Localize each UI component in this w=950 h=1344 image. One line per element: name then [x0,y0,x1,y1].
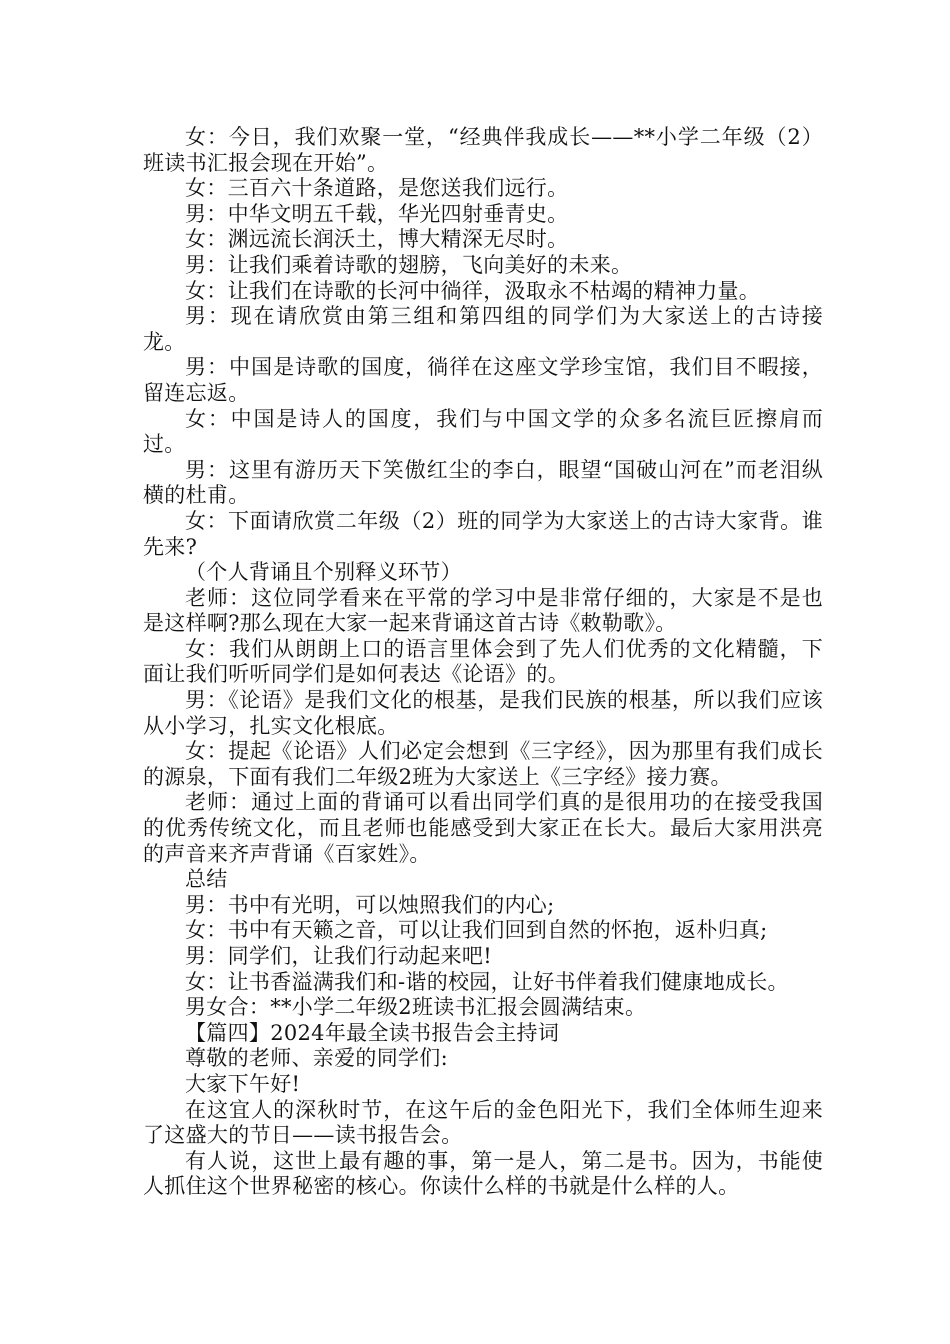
paragraph: 女：中国是诗人的国度，我们与中国文学的众多名流巨匠擦肩而过。 [143,406,823,457]
paragraph: （个人背诵且个别释义环节） [185,560,462,585]
paragraph: 女：渊远流长润沃土，博大精深无尽时。 [185,227,569,252]
paragraph: 男：让我们乘着诗歌的翅膀，飞向美好的未来。 [185,252,633,277]
paragraph: 女：书中有天籁之音，可以让我们回到自然的怀抱，返朴归真; [185,918,768,943]
paragraph: 尊敬的老师、亲爱的同学们: [185,1046,448,1071]
paragraph: 女：三百六十条道路，是您送我们远行。 [185,176,569,201]
paragraph: 男：现在请欣赏由第三组和第四组的同学们为大家送上的古诗接龙。 [143,304,823,354]
paragraph: 女：下面请欣赏二年级（2）班的同学为大家送上的古诗大家背。谁先来? [143,508,823,559]
paragraph: 男：书中有光明，可以烛照我们的内心; [185,892,555,917]
paragraph: 男：这里有游历天下笑傲红尘的李白，眼望“国破山河在”而老泪纵横的杜甫。 [143,457,823,508]
paragraph: 女：让书香溢满我们和-谐的校园，让好书伴着我们健康地成长。 [185,969,789,994]
paragraph: 女：今日，我们欢聚一堂，“经典伴我成长——**小学二年级（2）班读书汇报会现在开始”。 [143,125,823,175]
paragraph: 在这宜人的深秋时节，在这午后的金色阳光下，我们全体师生迎来了这盛大的节日——读书报告会。 [143,1097,823,1148]
paragraph: 男女合：**小学二年级2班读书汇报会圆满结束。 [185,995,647,1020]
paragraph: 女：提起《论语》人们必定会想到《三字经》，因为那里有我们成长的源泉，下面有我们二年级2班为大家送上《三字经》接力赛。 [143,739,823,789]
paragraph: 女：让我们在诗歌的长河中徜徉，汲取永不枯竭的精神力量。 [185,278,761,303]
paragraph: 有人说，这世上最有趣的事，第一是人，第二是书。因为，书能使人抓住这个世界秘密的核心。你读什么样的书就是什么样的人。 [143,1148,823,1199]
paragraph: 男：中华文明五千载，华光四射垂青史。 [185,201,569,226]
document-body [143,125,823,1200]
paragraph: 男：中国是诗歌的国度，徜徉在这座文学珍宝馆，我们目不暇接，留连忘返。 [143,355,823,405]
paragraph: 老师：通过上面的背诵可以看出同学们真的是很用功的在接受我国的优秀传统文化，而且老师也能感受到大家正在长大。最后大家用洪亮的声音来齐声背诵《百家姓》。 [143,790,823,866]
paragraph: 女：我们从朗朗上口的语言里体会到了先人们优秀的文化精髓，下面让我们听听同学们是如何表达《论语》的。 [143,636,823,687]
section-heading-summary: 总结 [185,867,228,892]
paragraph: 男：同学们，让我们行动起来吧! [185,944,492,968]
paragraph: 大家下午好! [185,1071,301,1096]
section-heading-part-four: 【篇四】2024年最全读书报告会主持词 [185,1020,560,1045]
paragraph: 男：《论语》是我们文化的根基，是我们民族的根基，所以我们应该从小学习，扎实文化根底。 [143,688,823,738]
paragraph: 老师：这位同学看来在平常的学习中是非常仔细的，大家是不是也是这样啊?那么现在大家一起来背诵这首古诗《敕勒歌》。 [143,585,823,636]
